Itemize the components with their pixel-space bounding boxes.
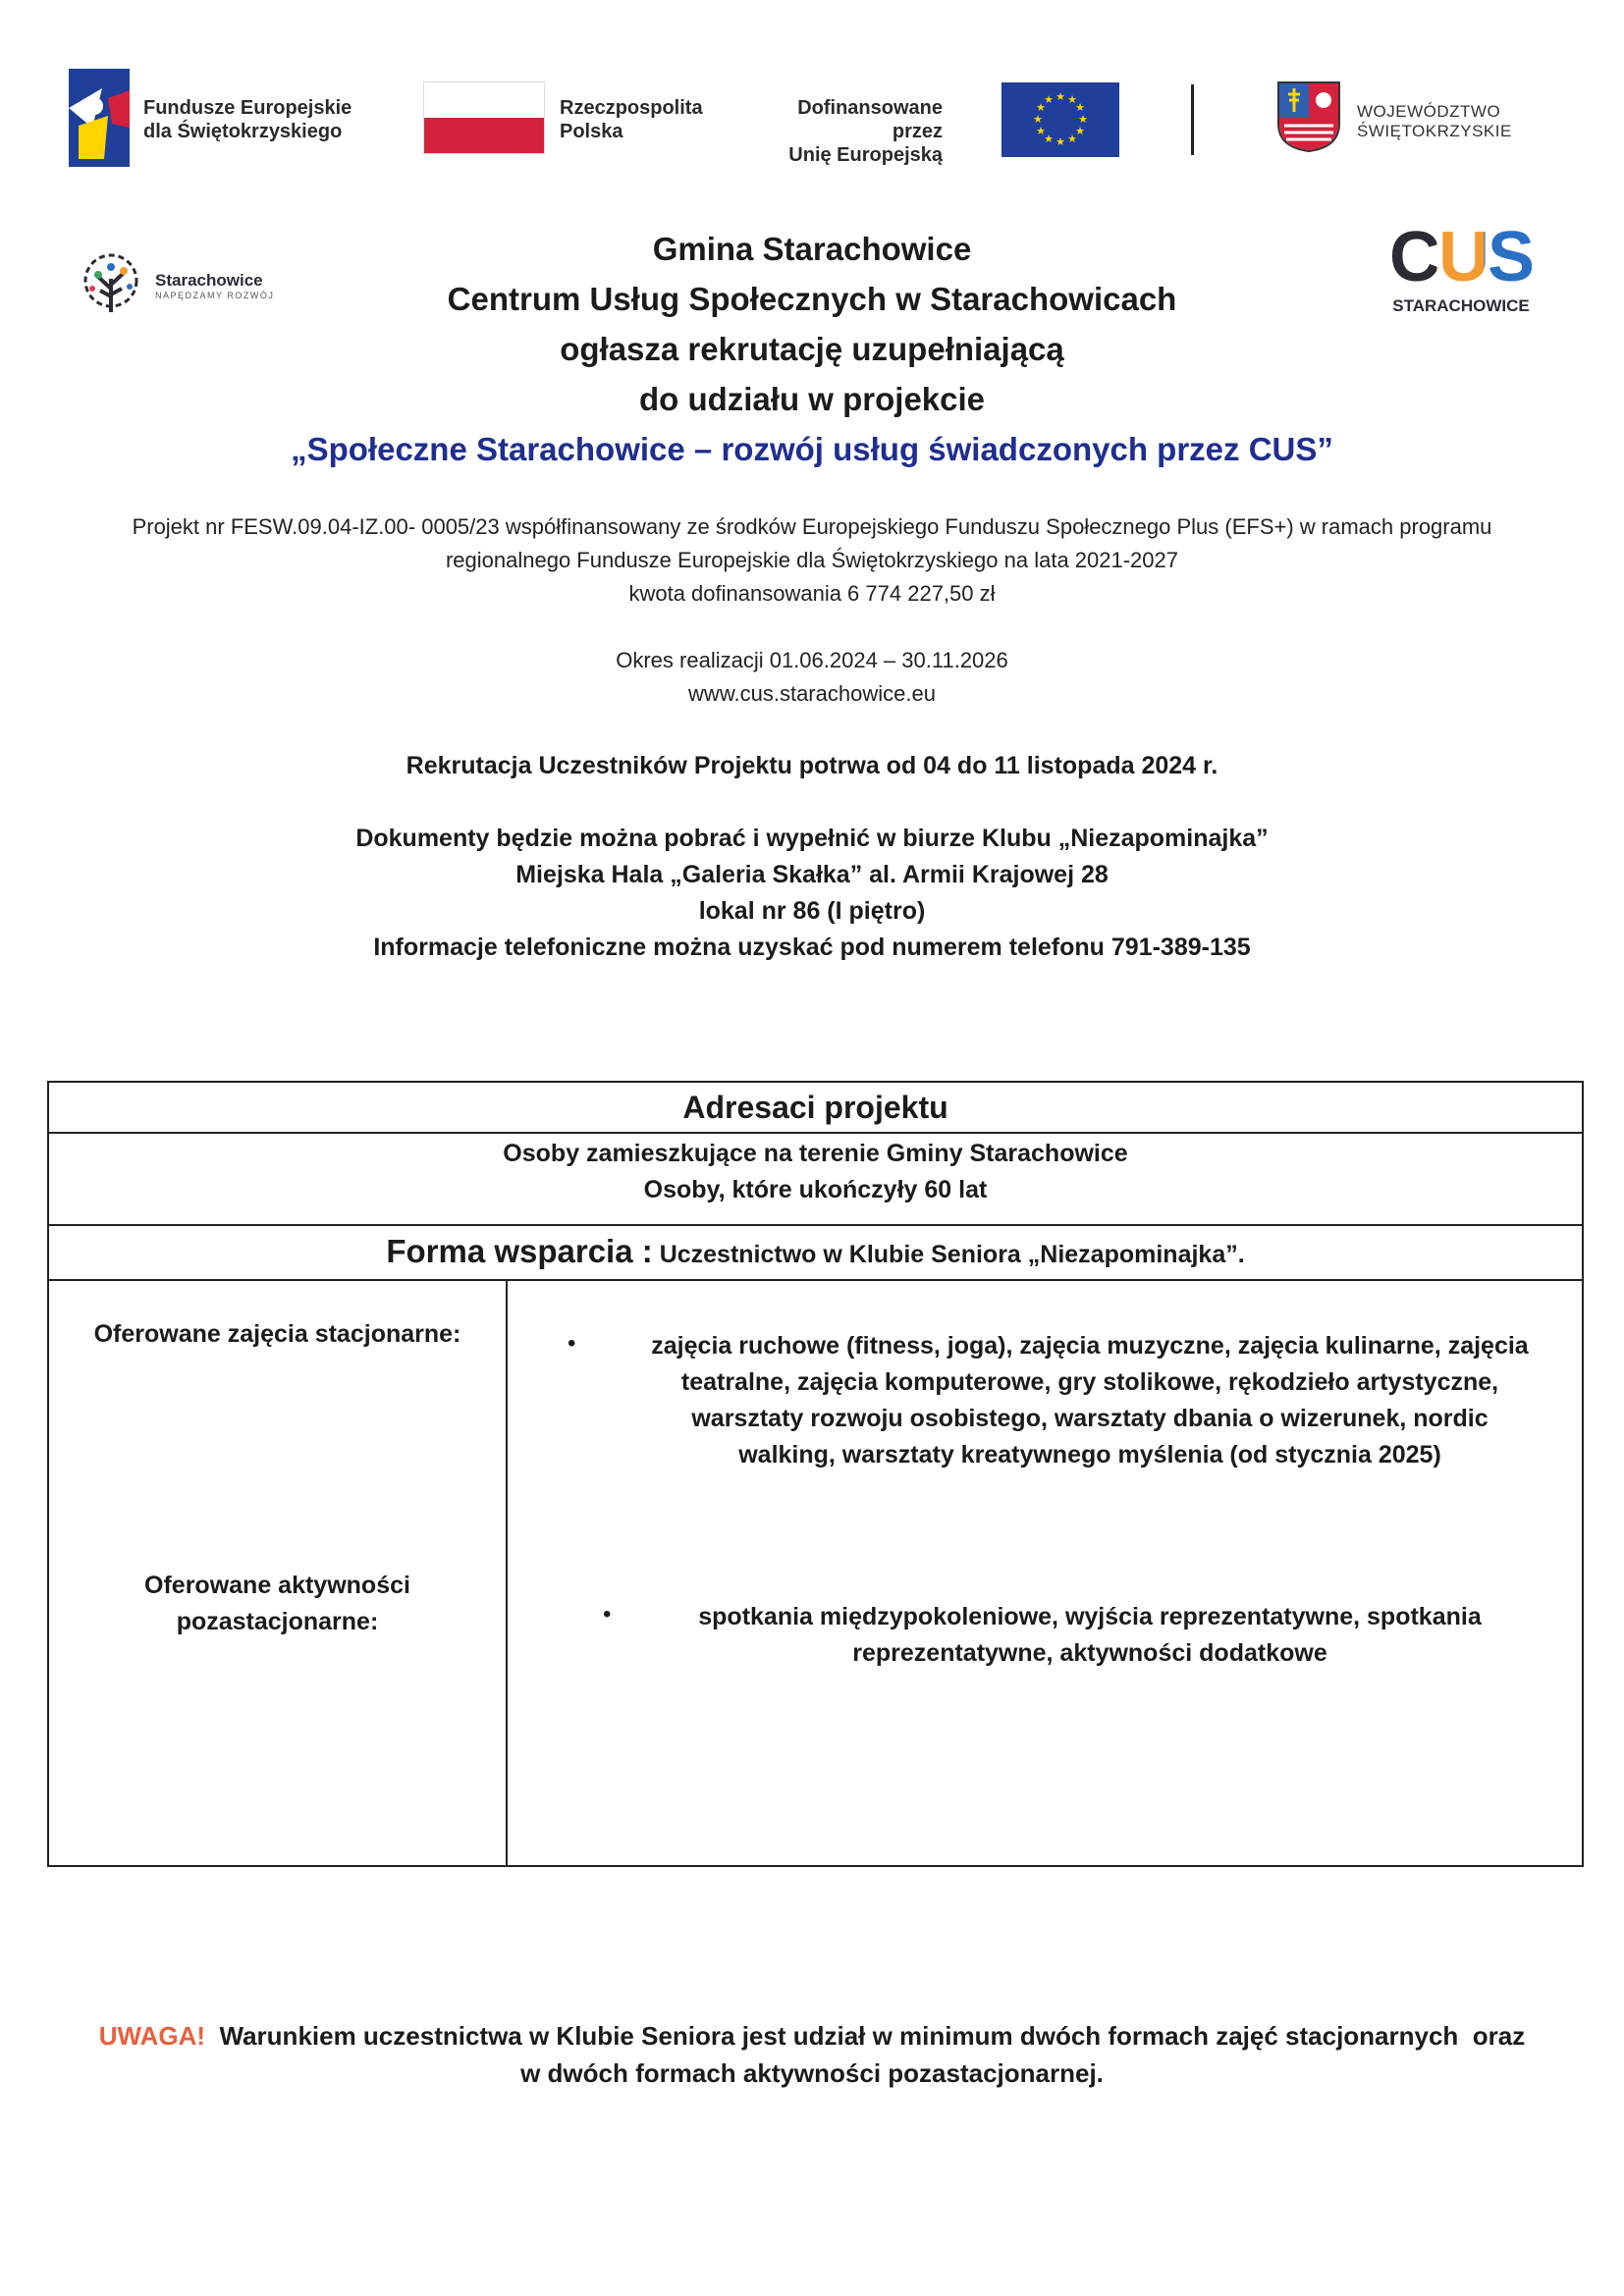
- svg-text:★: ★: [1033, 113, 1043, 126]
- pozastacjonarne-text: [638, 1599, 1542, 1672]
- eu-flag: [1001, 82, 1119, 157]
- logo-divider: [1191, 84, 1194, 155]
- adresaci-line1: Osoby zamieszkujące na terenie Gminy Starachowice: [503, 1140, 1128, 1167]
- project-title: „Społeczne Starachowice – rozwój usług świadczonych przez CUS”: [291, 431, 1333, 467]
- documents-line2: Miejska Hala „Galeria Skałka” al. Armii Krajowej 28: [515, 861, 1109, 888]
- project-info: [0, 510, 1624, 611]
- svg-text:★: ★: [1067, 133, 1077, 145]
- stacjonarne-text: [609, 1328, 1571, 1473]
- woj-logo-line1: WOJEWÓDZTWO: [1357, 102, 1501, 121]
- header-line1: Gmina Starachowice: [652, 231, 972, 267]
- pozastacjonarne-text-l2: reprezentatywne, aktywności dodatkowe: [852, 1639, 1327, 1667]
- documents-line4: Informacje telefoniczne można uzyskać pod numerem telefonu 791-389-135: [373, 934, 1251, 961]
- svg-text:★: ★: [1056, 90, 1065, 103]
- fundusze-europejskie-logo: [69, 69, 130, 167]
- adresaci-header: Adresaci projektu: [682, 1090, 948, 1125]
- woj-logo-line2: ŚWIĘTOKRZYSKIE: [1357, 122, 1512, 140]
- logo-strip: [0, 59, 1624, 177]
- info-line2: regionalnego Fundusze Europejskie dla Świętokrzyskiego na lata 2021-2027: [445, 548, 1179, 572]
- forma-row: [49, 1226, 1582, 1281]
- svg-text:★: ★: [1067, 93, 1077, 106]
- wojewodztwo-crest: [1276, 80, 1341, 153]
- svg-text:★: ★: [1036, 125, 1046, 137]
- starachowice-logo-slogan: NAPĘDZAMY ROZWÓJ: [155, 291, 275, 300]
- svg-text:★: ★: [1044, 133, 1054, 145]
- stacjonarne-label: Oferowane zajęcia stacjonarne:: [93, 1320, 461, 1348]
- info-line3: kwota dofinansowania 6 774 227,50 zł: [628, 581, 996, 606]
- cus-logo-sub: STARACHOWICE: [1392, 296, 1530, 315]
- svg-text:★: ★: [1075, 101, 1085, 114]
- announcement-header: [0, 224, 1624, 474]
- header-line2: Centrum Usług Społecznych w Starachowicach: [447, 281, 1177, 317]
- fundusze-logo-line2: dla Świętokrzyskiego: [143, 121, 343, 142]
- header-line4: do udziału w projekcie: [638, 381, 986, 417]
- stacjonarne-bullet: •: [568, 1330, 576, 1357]
- documents-info: [0, 821, 1624, 966]
- pozastacjonarne-bullet: •: [603, 1601, 612, 1628]
- stacjonarne-text-l4: walking, warsztaty kreatywnego myślenia (od stycznia 2025): [738, 1441, 1441, 1468]
- project-period: [0, 644, 1624, 711]
- polish-flag: [424, 82, 544, 153]
- uwaga-line1: Warunkiem uczestnictwa w Klubie Seniora jest udział w minimum dwóch formach zajęć stacjonarnych oraz: [205, 2021, 1526, 2051]
- rp-logo-line1: Rzeczpospolita: [560, 97, 703, 119]
- stacjonarne-text-l2: teatralne, zajęcia komputerowe, gry stolikowe, rękodzieło artystyczne,: [680, 1368, 1499, 1396]
- uwaga-label: UWAGA!: [98, 2021, 206, 2051]
- forma-label: Forma wsparcia :: [386, 1233, 653, 1269]
- pozastacjonarne-text-l1: spotkania międzypokoleniowe, wyjścia reprezentatywne, spotkania: [698, 1603, 1482, 1630]
- pozastacjonarne-label: [49, 1568, 506, 1640]
- svg-text:★: ★: [1056, 135, 1065, 148]
- recruitment-dates: Rekrutacja Uczestników Projektu potrwa od 04 do 11 listopada 2024 r.: [406, 752, 1218, 779]
- svg-text:★: ★: [1044, 93, 1054, 106]
- stacjonarne-text-l3: warsztaty rozwoju osobistego, warsztaty dbania o wizerunek, nordic: [691, 1405, 1489, 1432]
- svg-text:★: ★: [1075, 125, 1085, 137]
- pozastacjonarne-label-l1: Oferowane aktywności: [144, 1572, 410, 1599]
- uwaga-note: [0, 2017, 1624, 2092]
- svg-text:★: ★: [1036, 101, 1046, 114]
- fundusze-logo-line1: Fundusze Europejskie: [143, 97, 352, 119]
- info-line1: Projekt nr FESW.09.04-IZ.00- 0005/23 współfinansowany ze środków Europejskiego Funduszu Społecznego Plus (EFS+) w ramach programu: [132, 514, 1492, 539]
- header-line3: ogłasza rekrutację uzupełniającą: [560, 331, 1064, 367]
- documents-line1: Dokumenty będzie można pobrać i wypełnić w biurze Klubu „Niezapominajka”: [355, 825, 1269, 852]
- adresaci-header-row: [49, 1083, 1582, 1134]
- rp-logo-line2: Polska: [560, 121, 623, 142]
- stacjonarne-text-l1: zajęcia ruchowe (fitness, joga), zajęcia muzyczne, zajęcia kulinarne, zajęcia: [651, 1332, 1529, 1360]
- cus-logo-letters: CUS: [1388, 218, 1533, 296]
- eu-logo-line2: Unię Europejską: [788, 144, 943, 166]
- info-website[interactable]: www.cus.starachowice.eu: [688, 681, 936, 706]
- pozastacjonarne-label-l2: pozastacjonarne:: [176, 1608, 379, 1635]
- eu-logo-line1: Dofinansowane przez: [797, 97, 943, 142]
- adresaci-line2: Osoby, które ukończyły 60 lat: [643, 1176, 988, 1203]
- project-table: [47, 1081, 1584, 1867]
- column-divider: [506, 1281, 508, 1865]
- forma-value: Uczestnictwo w Klubie Seniora „Niezapominajka”.: [652, 1241, 1245, 1268]
- info-period: Okres realizacji 01.06.2024 – 30.11.2026: [616, 648, 1008, 672]
- svg-text:★: ★: [1078, 113, 1088, 126]
- uwaga-line2: w dwóch formach aktywności pozastacjonarnej.: [520, 2058, 1104, 2088]
- documents-line3: lokal nr 86 (I piętro): [698, 897, 926, 925]
- adresaci-content-row: [49, 1134, 1582, 1226]
- starachowice-logo-name: Starachowice: [155, 271, 263, 290]
